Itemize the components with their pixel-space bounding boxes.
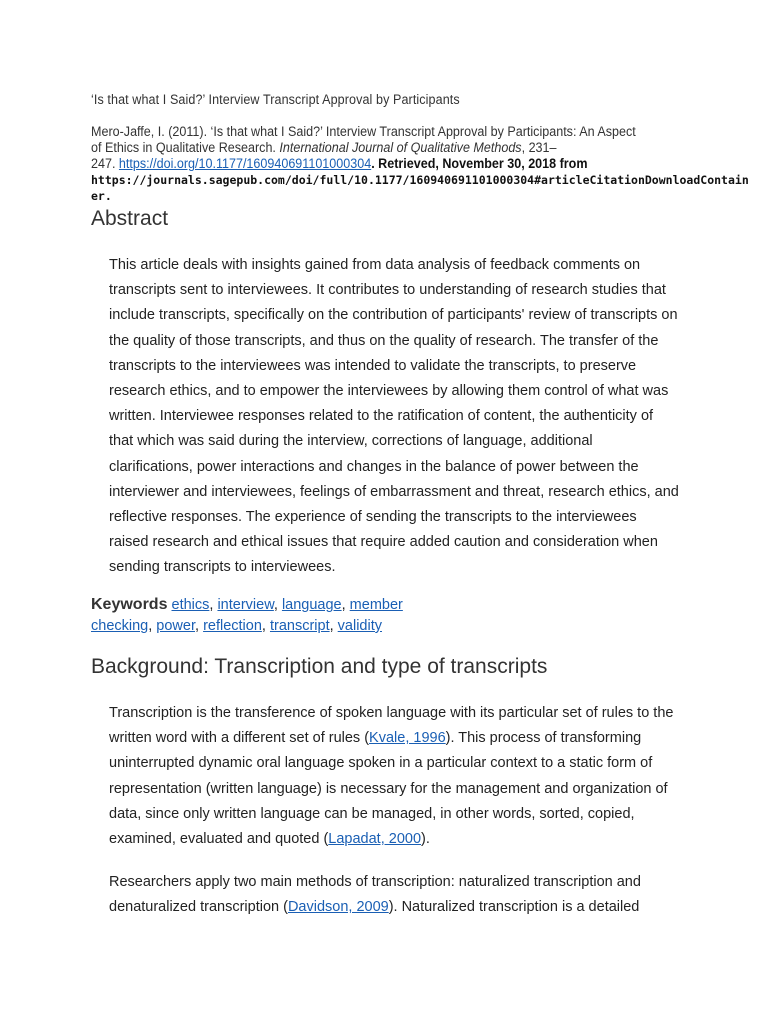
keyword-link[interactable]: language [281, 597, 342, 613]
citation-link-davidson[interactable]: Davidson, 2009 [287, 899, 389, 916]
paragraph-text: ). This process of transforming uninterrupted dynamic oral language spoken in a particular context to a static form of representation (written language) is necessary for the management and organization of data, since only written language can be managed, in other words, sorted, copied, examined, evaluated and quoted ( [109, 730, 668, 848]
keyword-link[interactable]: member checking [91, 597, 403, 634]
doi-link[interactable]: https://doi.org/10.1177/160940691101000304 [118, 156, 372, 171]
citation-line-2 [91, 140, 696, 156]
paragraph-text: ). [421, 831, 430, 848]
citation-pages: , 231– [521, 140, 557, 155]
keywords-label: Keywords [91, 596, 168, 613]
abstract-paragraph: This article deals with insights gained from data analysis of feedback comments on transcripts sent to interviewees. It contributes to understanding of research studies that include transcripts, specifically on the contribution of participants' review of transcripts on the quality of those transcripts, and thus on the quality of research. The transfer of the transcripts to the interviewees was intended to validate the transcripts, to preserve research ethics, and to empower the interviewees by allowing them control of what was written. Interviewee responses related to the ratification of content, the authenticity of that which was said during the interview, corrections of language, additional clarifications, power interactions and changes in the balance of power between the interviewer and interviewees, feelings of embarrassment and threat, research ethics, and reflective responses. The experience of sending the transcripts to the interviewees raised research and ethical issues that require added caution and consideration when sending transcripts to interviewees. [109, 257, 679, 576]
citation-link-kvale[interactable]: Kvale, 1996 [369, 730, 446, 747]
background-heading: Background: Transcription and type of transcripts [91, 655, 548, 678]
keywords-section: Keywords ethics, interview, language, member checking, power, reflection, transcript, validity [91, 596, 403, 634]
citation-pages-end: 247. [91, 156, 119, 171]
citation-text: of Ethics in Qualitative Research. [91, 140, 280, 155]
keyword-link[interactable]: validity [337, 618, 382, 634]
source-url: https://journals.sagepub.com/doi/full/10.1177/160940691101000304#articleCitationDownloadContain [91, 173, 749, 187]
citation-line-1: Mero-Jaffe, I. (2011). ‘Is that what I Said?’ Interview Transcript Approval by Participants: An Aspect [91, 124, 636, 139]
paragraph-text: Transcription is the transference of spoken language with its particular set of rules to the written word with a different set of rules ( [109, 705, 674, 747]
keyword-link[interactable]: transcript [269, 618, 330, 634]
background-paragraph-2 [109, 870, 679, 920]
keyword-link[interactable]: power [156, 618, 195, 634]
citation-line-3 [91, 156, 696, 172]
journal-name: International Journal of Qualitative Methods [279, 140, 522, 155]
retrieved-text: . Retrieved, November 30, 2018 from [371, 156, 588, 171]
abstract-heading: Abstract [91, 207, 169, 230]
keyword-link[interactable]: reflection [203, 618, 262, 634]
citation-link-lapadat[interactable]: Lapadat, 2000 [328, 831, 422, 848]
background-paragraph-1 [109, 701, 679, 852]
keyword-link[interactable]: interview [217, 597, 274, 613]
paragraph-text: ). Naturalized transcription is a detailed [388, 899, 640, 916]
page-title: ‘Is that what I Said?’ Interview Transcript Approval by Participants [91, 92, 460, 107]
keyword-link[interactable]: ethics [171, 597, 210, 613]
paragraph-text: Researchers apply two main methods of transcription: naturalized transcription and denaturalized transcription ( [109, 874, 641, 916]
source-url-end: er. [91, 189, 112, 203]
citation [91, 124, 749, 204]
